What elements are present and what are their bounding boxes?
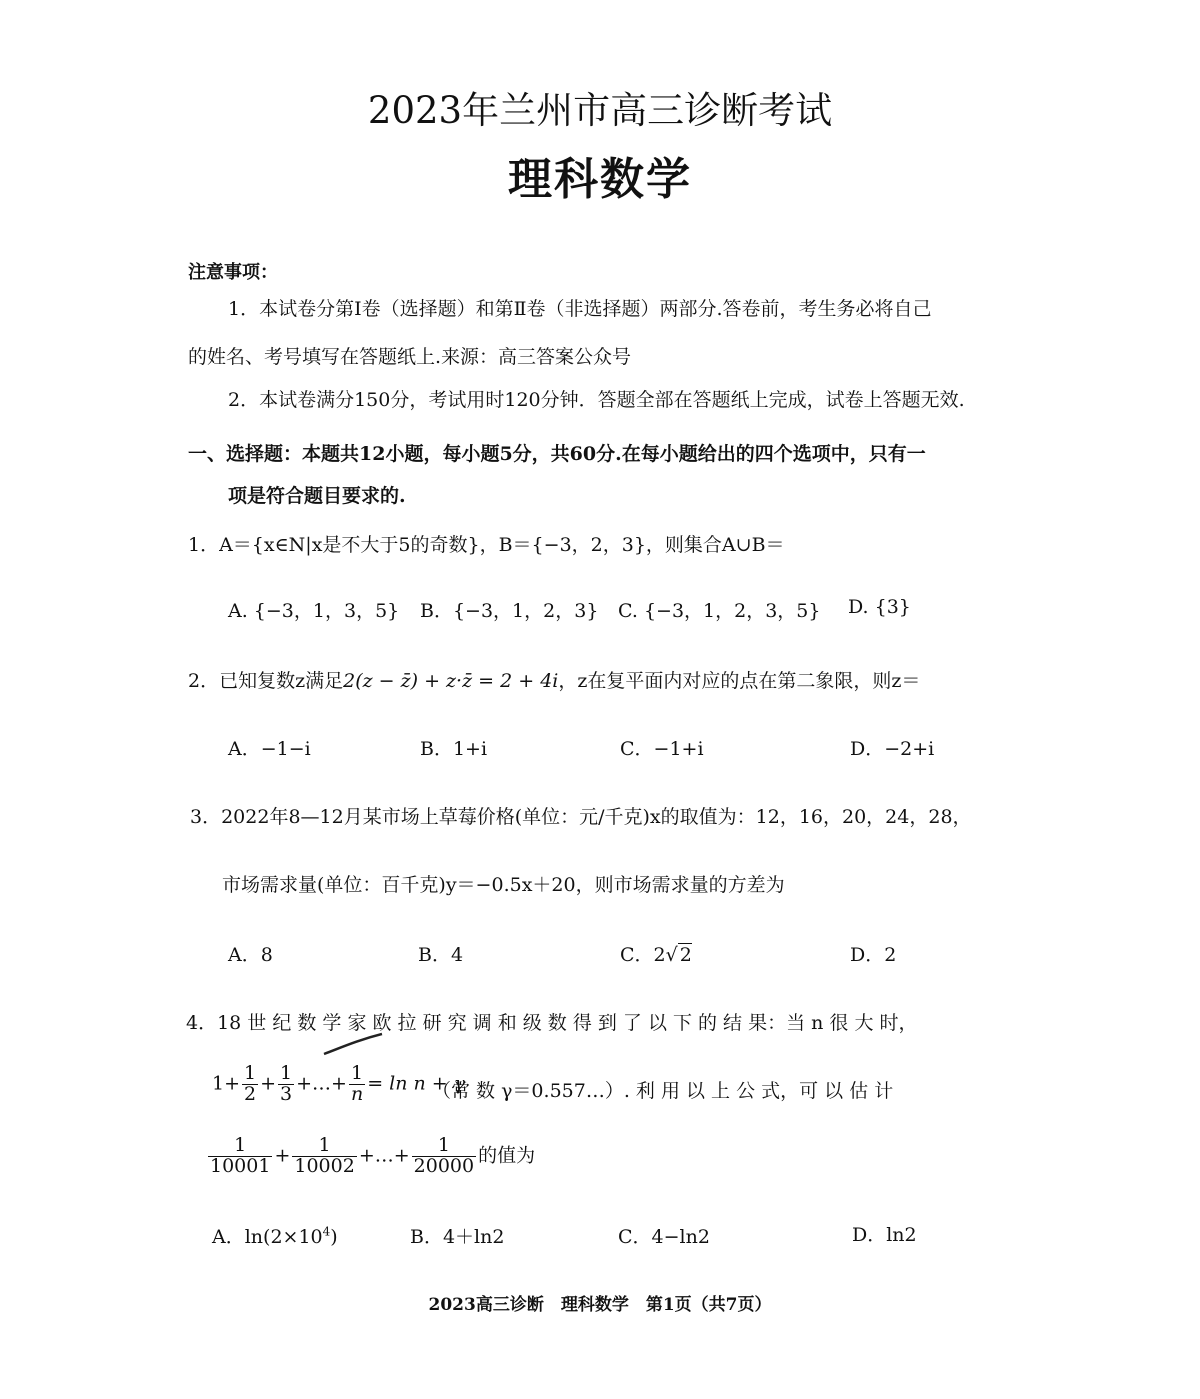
formula-lead: 1+ — [212, 1072, 241, 1095]
pen-mark — [322, 1032, 384, 1058]
formula-rhs: = ln n + γ — [367, 1072, 466, 1095]
fraction-numerator: 1 — [318, 1134, 331, 1156]
fraction-numerator: 1 — [280, 1062, 293, 1084]
fraction-denominator: n — [350, 1082, 364, 1105]
fraction-denominator: 3 — [280, 1082, 293, 1105]
notice-item-2: 2．本试卷满分150分，考试用时120分钟．答题全部在答题纸上完成，试卷上答题无效. — [228, 389, 965, 411]
option-a-close: ) — [330, 1226, 338, 1248]
question-4-sum — [206, 1136, 535, 1177]
notice-item-1: 1．本试卷分第Ⅰ卷（选择题）和第Ⅱ卷（非选择题）两部分.答卷前，考生务必将自己 — [228, 298, 932, 320]
question-2-option-b: B．1+i — [420, 738, 488, 760]
fraction-1-20000 — [412, 1136, 476, 1177]
fraction-numerator: 1 — [437, 1134, 450, 1156]
question-1-option-c: C. {−3，1，2，3，5} — [618, 600, 821, 622]
fraction-denominator: 20000 — [413, 1154, 475, 1177]
option-a-text: A．ln(2×10 — [212, 1226, 323, 1248]
fraction-denominator: 10001 — [210, 1154, 271, 1177]
question-1-option-b: B．{−3，1，2，3} — [420, 600, 599, 622]
question-4-formula — [212, 1064, 465, 1105]
fraction-1-2 — [242, 1064, 258, 1105]
question-3-option-b: B．4 — [418, 944, 464, 966]
question-3-option-c-radicand: 2 — [679, 944, 692, 966]
plus-sign: + — [274, 1144, 291, 1167]
question-4-option-a — [212, 1222, 338, 1249]
question-4-sum-tail: 的值为 — [478, 1144, 536, 1167]
question-4-option-c: C．4−ln2 — [618, 1226, 710, 1248]
question-3-stem-cont: 市场需求量(单位：百千克)y＝−0.5x＋20，则市场需求量的方差为 — [222, 874, 785, 896]
question-1-option-a: A. {−3，1，3，5} — [228, 600, 400, 622]
question-4-stem: 4．18 世 纪 数 学 家 欧 拉 研 究 调 和 级 数 得 到 了 以 下 的 结 果：当 n 很 大 时， — [186, 1012, 918, 1034]
section-heading: 一、选择题：本题共12小题，每小题5分，共60分.在每小题给出的四个选项中，只有一 — [188, 443, 926, 465]
question-1-stem: 1．A＝{x∈N|x是不大于5的奇数}，B＝{−3，2，3}，则集合A∪B＝ — [188, 534, 785, 556]
question-3-option-c — [620, 940, 692, 967]
question-4-constant-text: （常 数 γ＝0.557…）. 利 用 以 上 公 式，可 以 估 计 — [432, 1080, 894, 1102]
fraction-1-10002 — [292, 1136, 356, 1177]
question-4-option-b: B．4＋ln2 — [410, 1226, 505, 1248]
exam-title: 2023年兰州市高三诊断考试 — [367, 89, 833, 132]
ellipsis-plus: +…+ — [296, 1072, 347, 1095]
fraction-numerator: 1 — [244, 1062, 257, 1084]
fraction-1-n — [349, 1064, 365, 1105]
option-a-exponent: 4 — [322, 1224, 331, 1239]
fraction-denominator: 2 — [244, 1082, 257, 1105]
question-2-option-a: A．−1−i — [228, 738, 311, 760]
question-3-option-d: D．2 — [850, 944, 897, 966]
sqrt-sign: √ — [665, 944, 678, 966]
page-footer: 2023高三诊断 理科数学 第1页（共7页） — [428, 1295, 772, 1315]
plus-sign: + — [260, 1072, 277, 1095]
fraction-1-3 — [278, 1064, 294, 1105]
question-2-stem — [188, 666, 920, 693]
question-2-option-c: C．−1+i — [620, 738, 704, 760]
fraction-denominator: 10002 — [294, 1154, 355, 1177]
question-3-option-a: A．8 — [228, 944, 273, 966]
fraction-1-10001 — [208, 1136, 272, 1177]
ellipsis-plus: +…+ — [358, 1144, 410, 1167]
fraction-numerator: 1 — [351, 1062, 364, 1084]
question-2-option-d: D．−2+i — [850, 738, 935, 760]
question-2-stem-suffix: ，z在复平面内对应的点在第二象限，则z＝ — [558, 670, 921, 692]
question-4-option-d: D．ln2 — [852, 1224, 917, 1246]
section-heading-cont: 项是符合题目要求的. — [228, 485, 406, 507]
question-1-option-d: D. {3} — [848, 596, 911, 618]
subject-title: 理科数学 — [508, 154, 692, 205]
notice-item-1-cont: 的姓名、考号填写在答题纸上.来源：高三答案公众号 — [188, 346, 632, 368]
question-3-option-c-coef: C．2 — [620, 944, 666, 966]
question-2-stem-prefix: 2．已知复数z满足 — [188, 670, 344, 692]
question-2-formula: 2(z − z̄) + z·z̄ = 2 + 4i — [343, 670, 559, 692]
notice-heading: 注意事项： — [188, 262, 278, 283]
question-3-stem: 3．2022年8—12月某市场上草莓价格(单位：元/千克)x的取值为：12，16，20，24，28， — [190, 806, 972, 828]
fraction-numerator: 1 — [234, 1134, 247, 1156]
